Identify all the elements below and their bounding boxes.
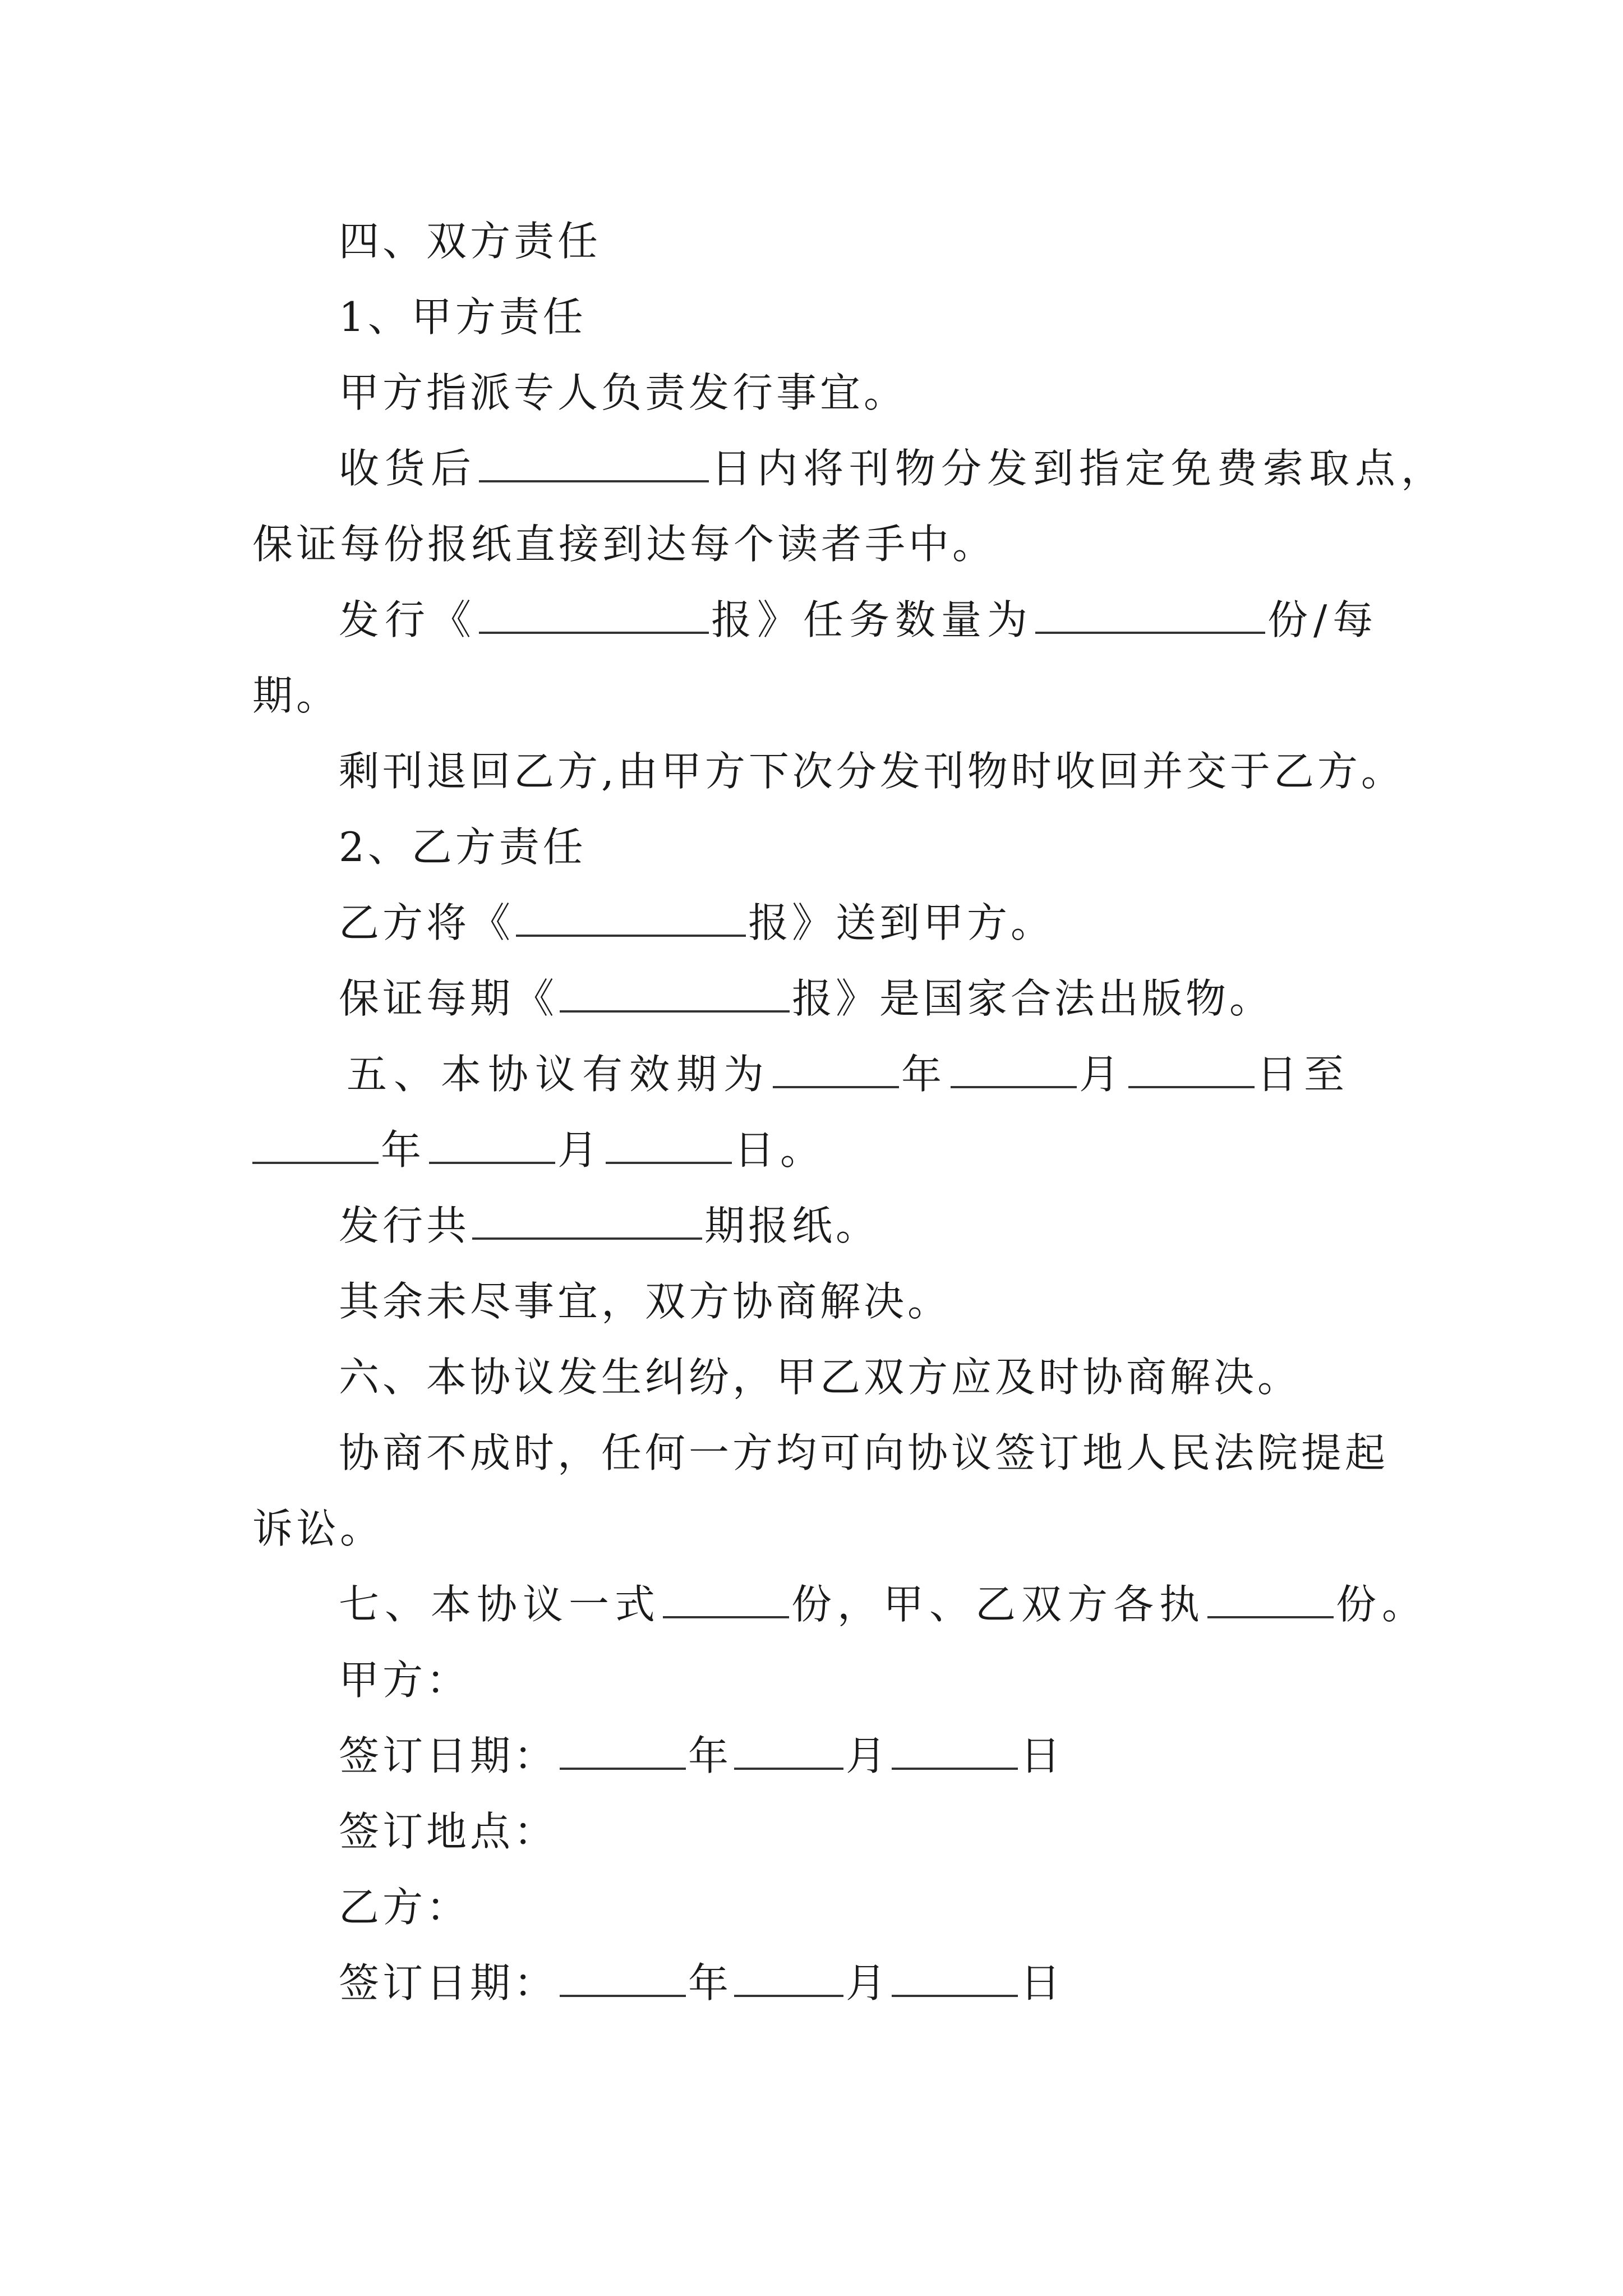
paragraph-text: 日内将刊物分发到指定免费索取点， xyxy=(711,445,1447,492)
sign-day: 日 xyxy=(1020,1959,1064,2007)
paragraph-text: 甲方指派专人负责发行事宜。 xyxy=(339,369,908,416)
sign-place xyxy=(339,1806,1477,1857)
sign-year: 年 xyxy=(688,1959,732,2007)
paragraph xyxy=(339,595,1477,645)
paragraph xyxy=(339,1352,1477,1402)
sign-day: 日 xyxy=(1020,1732,1064,1779)
paragraph xyxy=(339,443,1477,494)
paragraph-text: 份，甲、乙双方各执 xyxy=(791,1581,1206,1628)
paragraph-text: 协商不成时，任何一方均可向协议签订地人民法院提起 xyxy=(339,1429,1389,1476)
party-a-label: 甲方： xyxy=(339,1657,471,1704)
party-a-resp-title: 1、甲方责任 xyxy=(339,293,587,341)
paragraph-continuation xyxy=(252,1125,1391,1175)
party-b-resp-heading xyxy=(339,822,1477,872)
sign-place-label: 签订地点： xyxy=(339,1808,558,1855)
paragraph-continuation xyxy=(252,670,1391,721)
sign-date-label: 签订日期： xyxy=(339,1959,558,2007)
fill-blank xyxy=(734,1959,843,1997)
paragraph-text: 五、本协议有效期为 xyxy=(347,1051,771,1098)
sign-date-b xyxy=(339,1958,1477,2008)
fill-blank xyxy=(252,1126,379,1164)
sign-month: 月 xyxy=(846,1732,890,1779)
fill-blank xyxy=(516,899,746,937)
paragraph-text: 年 xyxy=(901,1051,949,1098)
paragraph xyxy=(339,1428,1477,1478)
fill-blank xyxy=(734,1732,843,1770)
paragraph-text: 年 xyxy=(381,1126,427,1174)
paragraph-text: 发行共 xyxy=(339,1202,471,1249)
paragraph-text: 月 xyxy=(557,1126,604,1174)
paragraph-text: 报》任务数量为 xyxy=(711,596,1034,643)
paragraph-text: 七、本协议一式 xyxy=(339,1581,661,1628)
fill-blank xyxy=(663,1580,789,1618)
paragraph xyxy=(339,973,1477,1024)
fill-blank xyxy=(560,1732,686,1770)
fill-blank xyxy=(479,596,709,634)
fill-blank xyxy=(606,1126,732,1164)
party-a-signature-line xyxy=(339,1655,1477,1705)
paragraph-continuation xyxy=(252,1503,1391,1554)
party-b-label: 乙方： xyxy=(339,1884,471,1931)
fill-blank xyxy=(479,444,709,482)
paragraph xyxy=(339,1579,1477,1630)
sign-year: 年 xyxy=(688,1732,732,1779)
fill-blank xyxy=(892,1732,1018,1770)
fill-blank xyxy=(892,1959,1018,1997)
paragraph xyxy=(339,1276,1477,1327)
paragraph xyxy=(339,746,1477,797)
party-b-signature-line xyxy=(339,1882,1477,1932)
paragraph-text: 剩刊退回乙方,由甲方下次分发刊物时收回并交于乙方。 xyxy=(339,748,1405,795)
paragraph-text: 乙方将《 xyxy=(339,899,514,946)
party-a-resp-heading xyxy=(339,292,1477,342)
paragraph xyxy=(339,1200,1477,1251)
section4-title: 四、双方责任 xyxy=(339,218,602,265)
paragraph-text: 月 xyxy=(1079,1051,1127,1098)
sign-month: 月 xyxy=(846,1959,890,2007)
paragraph-text: 保证每期《 xyxy=(339,975,558,1022)
fill-blank xyxy=(429,1126,555,1164)
paragraph-text: 发行《 xyxy=(339,596,477,643)
paragraph-text: 期报纸。 xyxy=(704,1202,880,1249)
paragraph-text: 其余未尽事宜，双方协商解决。 xyxy=(339,1278,952,1325)
paragraph-text: 收货后 xyxy=(339,445,477,492)
party-b-resp-title: 2、乙方责任 xyxy=(339,823,587,871)
fill-blank xyxy=(560,1959,686,1997)
fill-blank xyxy=(472,1202,702,1240)
paragraph-text: 六、本协议发生纠纷，甲乙双方应及时协商解决。 xyxy=(339,1354,1302,1401)
fill-blank xyxy=(1128,1050,1255,1088)
section4-heading xyxy=(339,216,1477,266)
fill-blank xyxy=(773,1050,899,1088)
paragraph-text: 保证每份报纸直接到达每个读者手中。 xyxy=(252,521,997,568)
sign-date-label: 签订日期： xyxy=(339,1732,558,1779)
paragraph xyxy=(347,1049,1485,1099)
fill-blank xyxy=(1207,1580,1334,1618)
sign-date-a xyxy=(339,1731,1477,1781)
paragraph-text: 份。 xyxy=(1336,1581,1428,1628)
fill-blank xyxy=(951,1050,1077,1088)
paragraph xyxy=(339,367,1477,418)
paragraph-text: 报》是国家合法出版物。 xyxy=(792,975,1274,1022)
fill-blank xyxy=(560,974,790,1013)
paragraph-text: 日。 xyxy=(734,1126,827,1174)
fill-blank xyxy=(1035,596,1265,634)
paragraph-text: 份/每 xyxy=(1267,596,1379,643)
paragraph-text: 报》送到甲方。 xyxy=(748,899,1055,946)
paragraph-continuation xyxy=(252,519,1391,569)
paragraph-text: 期。 xyxy=(252,672,340,719)
paragraph xyxy=(339,898,1477,948)
paragraph-text: 诉讼。 xyxy=(252,1505,384,1552)
paragraph-text: 日至 xyxy=(1257,1051,1352,1098)
